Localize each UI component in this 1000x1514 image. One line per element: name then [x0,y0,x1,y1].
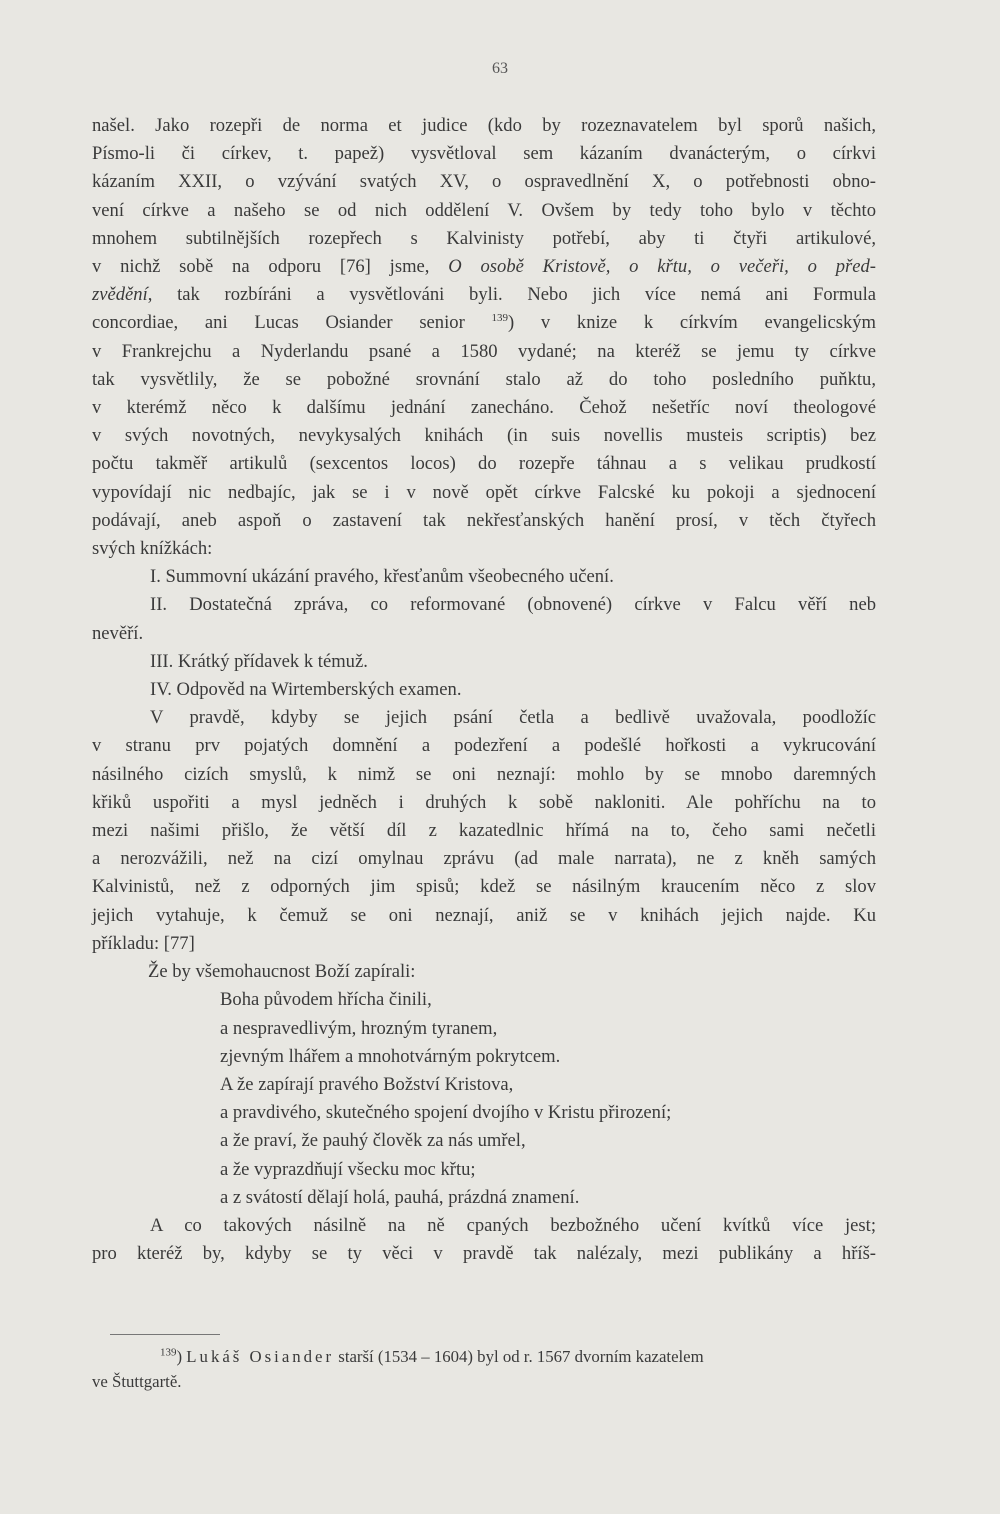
text-line: příkladu: [77] [92,932,195,954]
text-line: našel. Jako rozepři de norma et judice (kdo by rozeznavatelem byl sporů našich, [92,115,876,136]
verse-line: Že by všemohaucnost Boží zapírali: [148,961,416,983]
footnote-text: starší (1534 – 1604) byl od r. 1567 dvorním kazatelem [334,1347,704,1366]
text-span: v nichž sobě na odporu [76] jsme, [92,256,449,278]
list-item: II. Dostatečná zpráva, co reformované (obnovené) církve v Falcu věří neb [150,594,876,616]
text-line: svých knížkách: [92,538,213,560]
list-item: III. Krátký přídavek k témuž. [150,650,368,672]
list-item: IV. Odpověd na Wirtemberských examen. [150,679,462,701]
text-line: jejich vytahuje, k čemuž se oni neznají, aniž se v knihách jejich najde. Ku [92,904,876,926]
text-line: podávají, aneb aspoň o zastavení tak nekřesťanských hanění prosí, v těch čtyřech [92,509,876,531]
text-line: vení církve a našeho se od nich oddělení V. Ovšem by tedy toho bylo v těchto [92,199,876,221]
text-line: tak vysvětlily, že se pobožné srovnání stalo až do toho posledního puňktu, [92,368,876,390]
text-line: A co takových násilně na ně cpaných bezbožného učení kvítků více jest; [150,1214,876,1236]
text-line: pro kteréž by, kdyby se ty věci v pravdě tak nalézaly, mezi publikány a hříš- [92,1243,876,1265]
text-line: nevěří. [92,622,144,644]
footnote-name: Lukáš Osiander [186,1347,335,1366]
text-line: Kalvinistů, než z odporných jim spisů; kdež se násilným kraucením něco z slov [92,876,876,898]
footnote [92,1344,876,1394]
footnote-line [92,1344,876,1369]
verse-line: Boha původem hřícha činili, [220,989,432,1011]
italic-text: zvědění [92,284,148,306]
text-line: počtu takměř artikulů (sexcentos locos) do rozepře táhnau a s velikau prudkostí [92,453,876,475]
text-line: v Frankrejchu a Nyderlandu psané a 1580 vydané; na kteréž se jemu ty církve [92,340,876,362]
footnote-rule [110,1334,220,1335]
text-line: mnohem subtilnějších rozepřech s Kalvinisty potřebí, aby ti čtyři artikulové, [92,227,876,249]
verse-line: a z svátostí dělají holá, pauhá, prázdná znamení. [220,1186,580,1208]
text-line [92,281,876,309]
list-item: I. Summovní ukázání pravého, křesťanům všeobecného učení. [150,566,614,588]
page-number: 63 [492,60,508,77]
text-line [92,253,876,281]
footnote-ref: 139 [491,312,508,325]
text-span: , tak rozbíráni a vysvětlováni byli. Nebo jich více nemá ani Formula [147,284,876,306]
footnote-line: ve Štuttgartě. [92,1372,182,1391]
text-line: vypovídají nic nedbajíc, jak se i v nově opět církve Falcské ku pokoji a sjednocení [92,481,876,503]
verse-line: a že praví, že pauhý člověk za nás umřel, [220,1130,526,1152]
verse-line: a že vyprazdňují všecku moc křtu; [220,1158,476,1180]
footnote-mark: 139 [160,1346,177,1359]
footnote-ref-close: ) [176,1347,187,1366]
text-line: V pravdě, kdyby se jejich psání četla a bedlivě uvažovala, poodložíc [150,707,876,729]
text-span: concordiae, ani Lucas Osiander senior [92,312,492,334]
verse-line: zjevným lhářem a mnohotvárným pokrytcem. [220,1045,561,1067]
text-line: v kterémž něco k dalšímu jednání zanecháno. Čehož nešetříc noví theologové [92,397,876,419]
verse-line: a nespravedlivým, hrozným tyranem, [220,1017,498,1039]
text-line: násilného cizích smyslů, k nimž se oni neznají: mohlo by se mnobo daremných [92,763,876,785]
text-line: mezi našimi přišlo, že větší díl z kazatedlnic hřímá na to, čeho sami nečetli [92,820,876,842]
text-line: v svých novotných, nevykysalých knihách (in suis novellis musteis scriptis) bez [92,425,876,447]
text-line: křiků uspořiti a mysl jedněch i druhých k sobě nakloniti. Ale pohříchu na to [92,791,876,813]
text-line [92,309,876,337]
main-text [92,112,876,1268]
text-line: kázaním XXII, o vzývání svatých XV, o ospravedlnění X, o potřebnosti obno- [92,171,876,193]
text-line: a nerozvážili, než na cizí omylnau zprávu (ad male narrata), ne z kněh samých [92,848,876,870]
text-line: v stranu prv pojatých domnění a podezření a podešlé hořkosti a vykrucování [92,735,876,757]
verse-line: a pravdivého, skutečného spojení dvojího v Kristu přirození; [220,1102,672,1124]
text-line: Písmo-li či církev, t. papež) vysvětloval sem kázaním dvanácterým, o církvi [92,143,876,165]
verse-line: A že zapírají pravého Božství Kristova, [220,1073,514,1095]
text-span: ) v knize k církvím evangelicským [507,312,876,334]
italic-text: O osobě Kristově, o křtu, o večeři, o před- [448,256,877,278]
